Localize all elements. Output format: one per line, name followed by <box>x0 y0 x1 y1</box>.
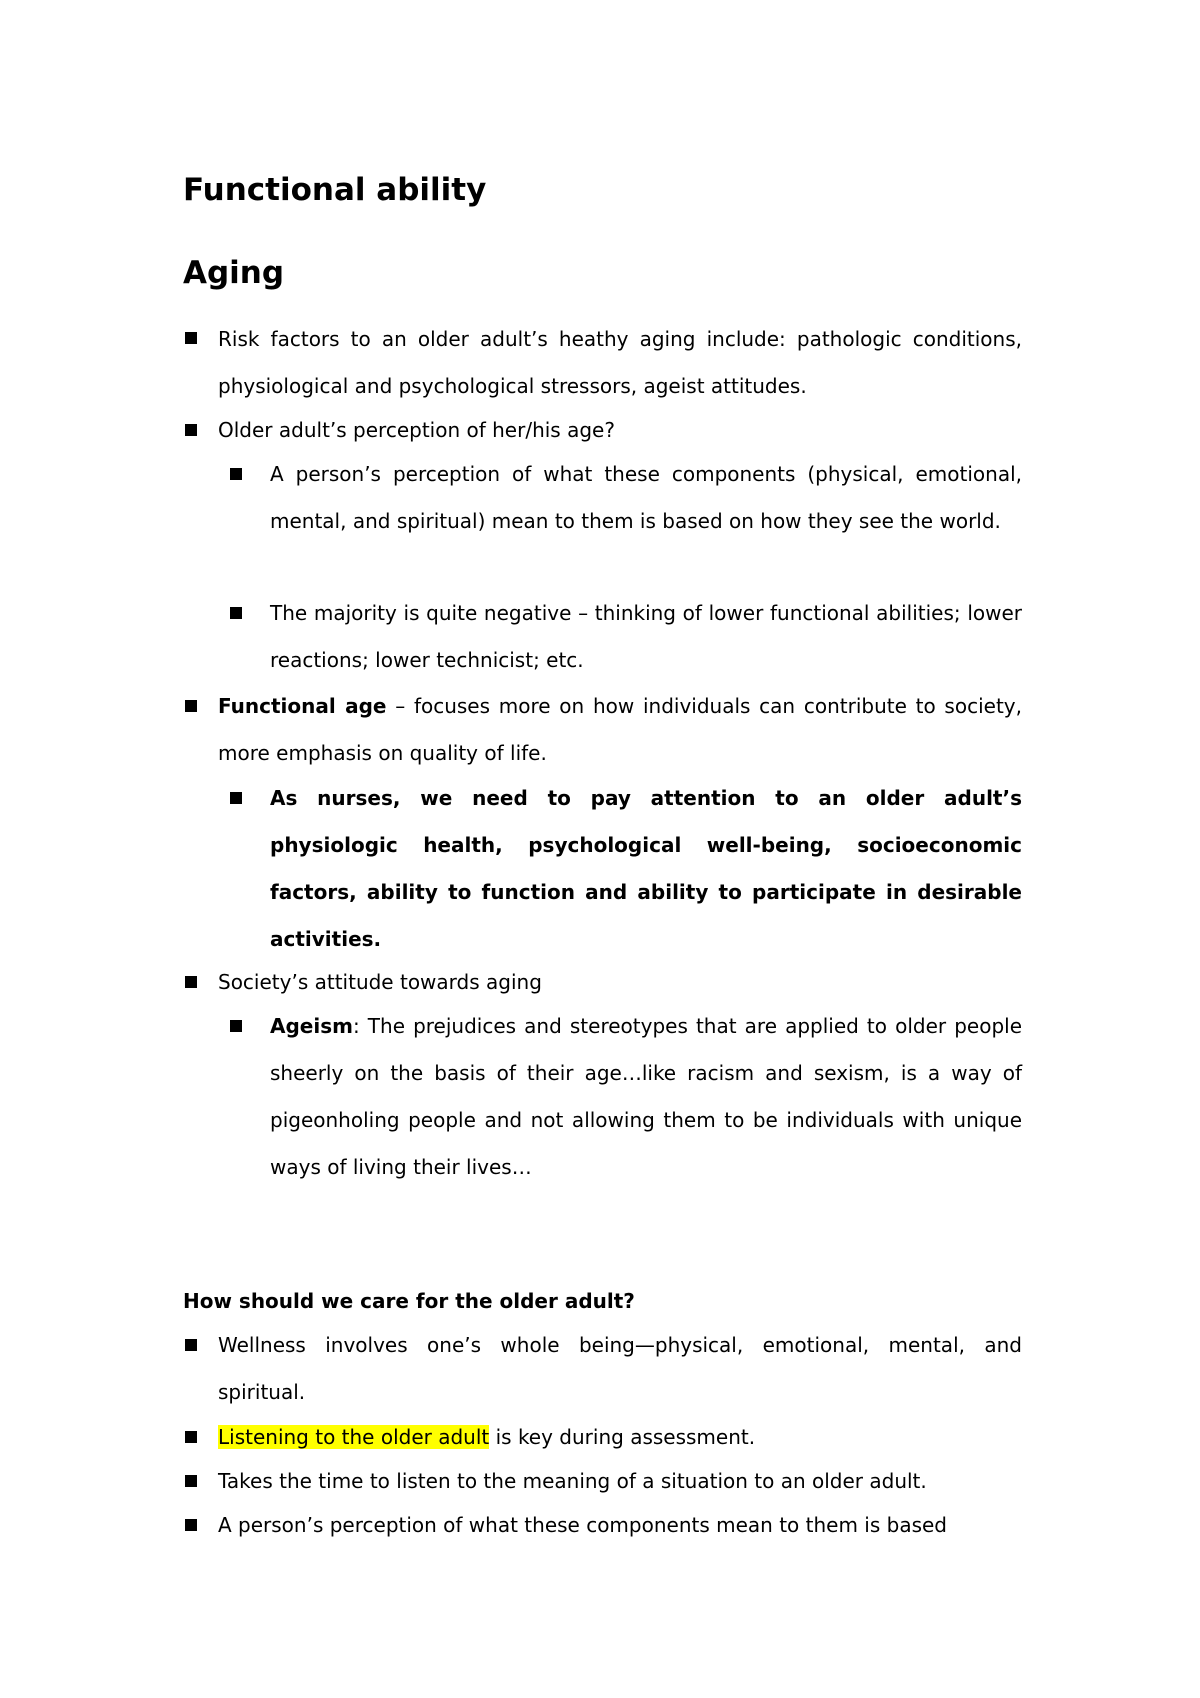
list-item: A person’s perception of what these components mean to them is based <box>218 1513 948 1537</box>
section-heading-aging: Aging <box>183 255 285 291</box>
list-item: Wellness involves one’s whole being—physical, emotional, mental, and spiritual. <box>218 1333 1022 1404</box>
list-item: The majority is quite negative – thinking of lower functional abilities; lower reactions; lower technicist; etc. <box>270 601 1022 672</box>
list-item: Older adult’s perception of her/his age? <box>218 418 615 442</box>
list-item <box>270 1003 1022 1191</box>
term-ageism: Ageism <box>270 1014 353 1038</box>
square-bullet-icon <box>185 1339 197 1351</box>
highlighted-text: Listening to the older adult <box>218 1425 490 1449</box>
term-functional-age: Functional age <box>218 694 387 718</box>
square-bullet-icon <box>230 1020 242 1032</box>
document-title: Functional ability <box>183 172 487 208</box>
square-bullet-icon <box>185 1519 197 1531</box>
square-bullet-icon <box>185 1475 197 1487</box>
list-item-text: : The prejudices and stereotypes that are applied to older people sheerly on the basis of their age…like racism and sexism, is a way of pigeonholing people and not allowing them to be individuals with unique ways of living their lives… <box>270 1014 1022 1179</box>
square-bullet-icon <box>185 1431 197 1443</box>
list-item-text: is key during assessment. <box>489 1425 756 1449</box>
list-item: As nurses, we need to pay attention to an older adult’s physiologic health, psychological well-being, socioeconomic factors, ability to function and ability to participate in desirable activities. <box>270 786 1022 951</box>
square-bullet-icon <box>185 976 197 988</box>
square-bullet-icon <box>230 792 242 804</box>
square-bullet-icon <box>185 332 197 344</box>
list-item: Society’s attitude towards aging <box>218 970 542 994</box>
list-item: Takes the time to listen to the meaning of a situation to an older adult. <box>218 1469 927 1493</box>
list-item: A person’s perception of what these components (physical, emotional, mental, and spiritual) mean to them is based on how they see the world. <box>270 462 1022 533</box>
square-bullet-icon <box>230 607 242 619</box>
list-item <box>218 683 1022 777</box>
square-bullet-icon <box>185 700 197 712</box>
section-heading-care: How should we care for the older adult? <box>183 1289 635 1313</box>
list-item: Risk factors to an older adult’s heathy aging include: pathologic conditions, physiological and psychological stressors, ageist attitudes. <box>218 327 1022 398</box>
square-bullet-icon <box>185 424 197 436</box>
square-bullet-icon <box>230 468 242 480</box>
list-item <box>218 1414 1022 1461</box>
list-item-text: – focuses more on how individuals can contribute to society, more emphasis on quality of life. <box>218 694 1022 765</box>
